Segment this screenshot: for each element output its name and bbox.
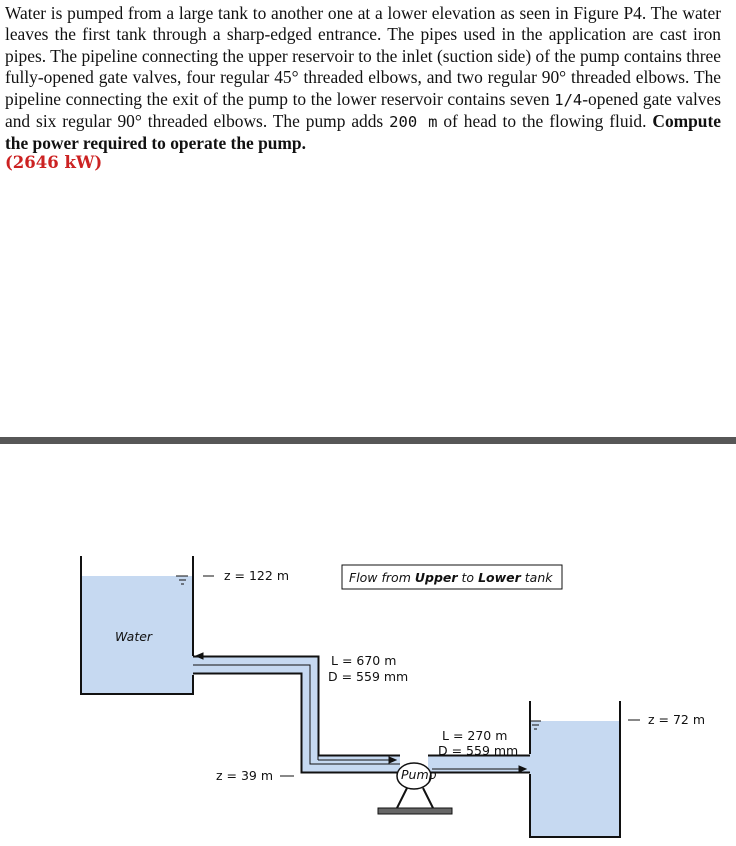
lower-tank	[530, 701, 620, 837]
problem-text-1: Water is pumped from a large tank to another one at a lower elevation as seen in Figure P4. The water leaves the first tank through a sharp-edged entrance. The pipes used in the application are cast iron pipes. The pipeline connecting the upper reservoir to the inlet (suction side) of the pump contains three fully-opened gate valves, four regular 45° threaded elbows, and two regular 90° threaded elbows. The pipeline connecting the exit of the pump to the lower reservoir contains seven	[5, 3, 721, 109]
problem-statement	[5, 3, 721, 155]
problem-question: Compute the power required to operate the pump.	[5, 111, 721, 154]
z-pump-label: z = 39 m	[216, 768, 274, 783]
flow-note: Flow from Upper to Lower tank	[349, 570, 553, 585]
discharge-diameter-label: D = 559 mm	[438, 743, 519, 758]
problem-text-3: of head to the flowing fluid.	[437, 111, 653, 132]
upper-tank	[81, 556, 193, 694]
valve-fraction: 1/4	[554, 90, 583, 109]
z-lower-label: z = 72 m	[648, 712, 706, 727]
upper-tank-label: Water	[115, 629, 153, 644]
lower-tank-water	[530, 721, 620, 837]
suction-diameter-label: D = 559 mm	[328, 669, 409, 684]
suction-length-label: L = 670 m	[331, 653, 397, 668]
figure-p4	[0, 450, 736, 846]
discharge-length-label: L = 270 m	[442, 728, 508, 743]
z-upper-label: z = 122 m	[224, 568, 289, 583]
answer-text: (2646 kW)	[5, 153, 103, 172]
section-divider	[0, 437, 736, 444]
pump-label: Pump	[401, 767, 437, 782]
pump-head: 200 m	[389, 113, 438, 132]
problem-text-2: -opened gate valves and six regular 90° threaded elbows. The pump adds	[5, 88, 721, 132]
